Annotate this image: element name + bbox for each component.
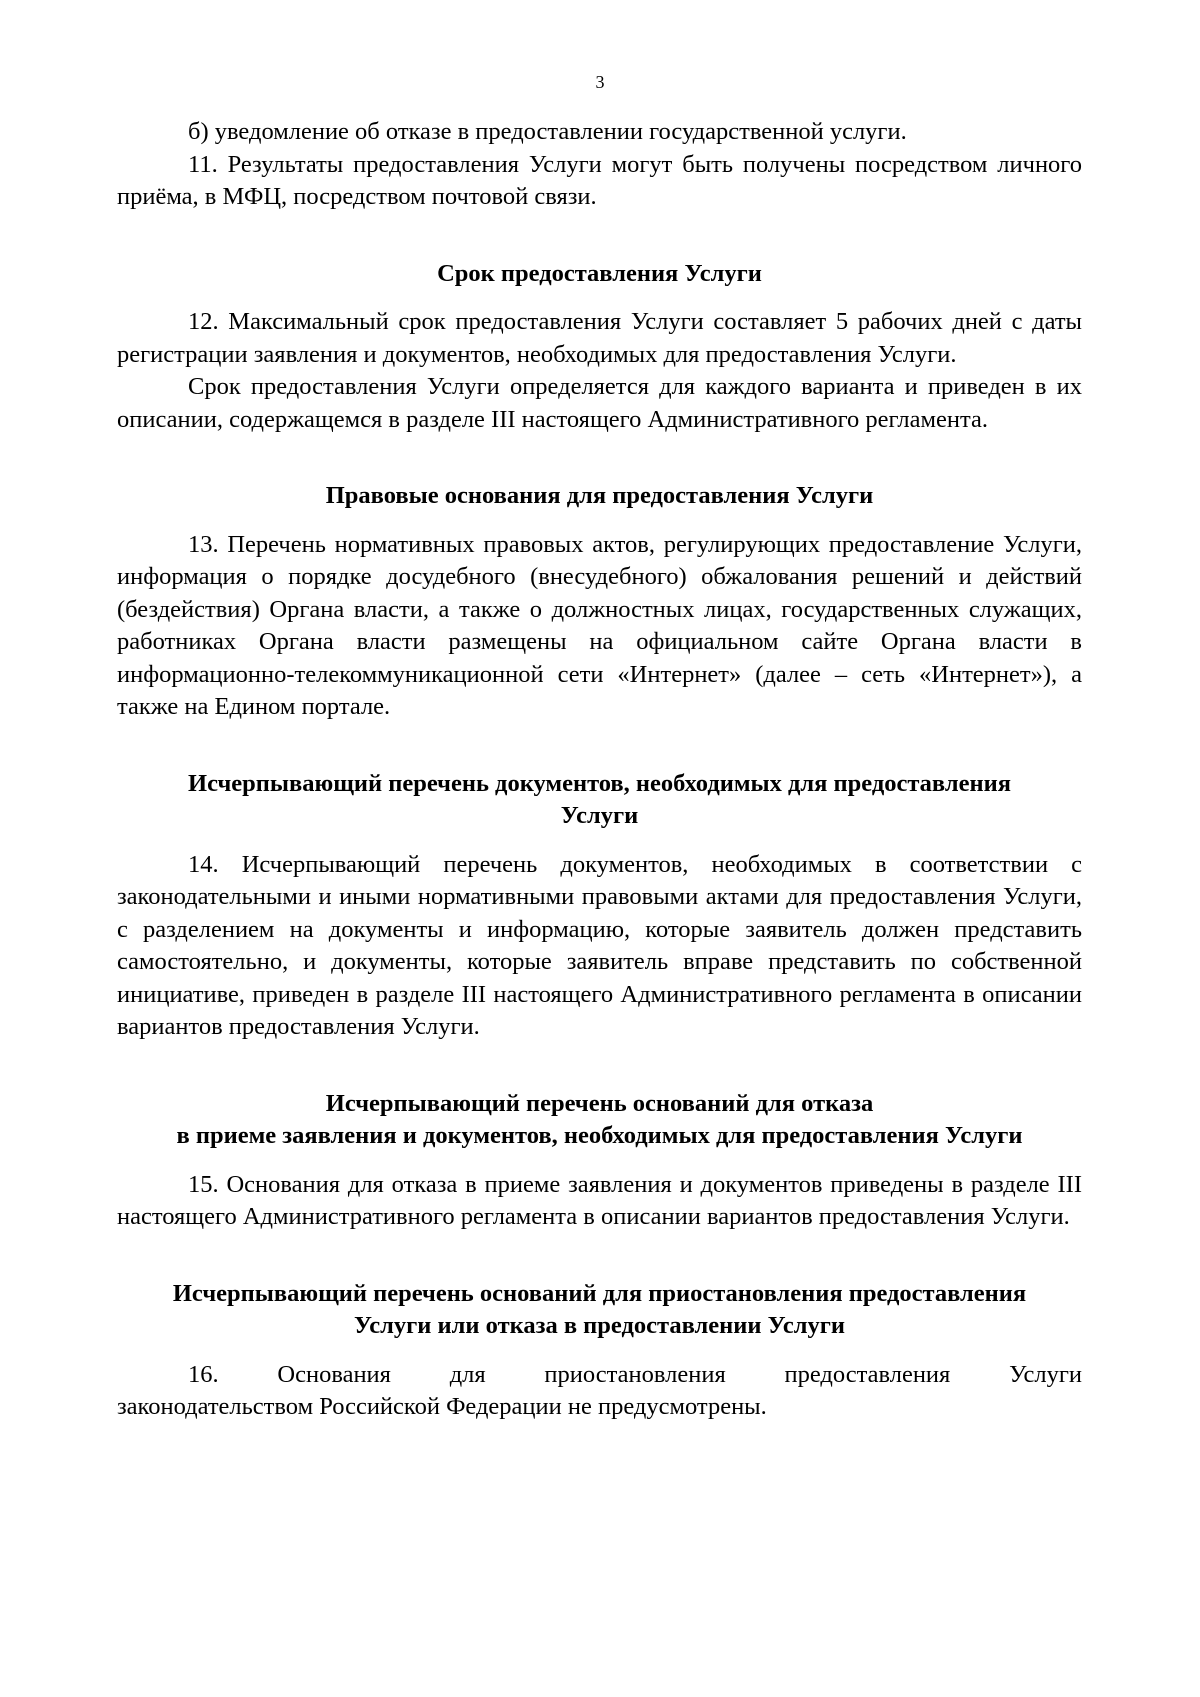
section-heading-term — [117, 258, 1082, 291]
paragraph-10b: б) уведомление об отказе в предоставлении государственной услуги. — [188, 118, 907, 145]
paragraph-14: 14. Исчерпывающий перечень документов, необходимых в соответствии с законодательными и иными нормативными правовыми актами для предоставления Услуги, с разделением на документы и информацию, которые заявитель должен представить самостоятельно, и документы, которые заявитель вправе представить по собственной инициативе, приведен в разделе III настоящего Административного регламента в описании вариантов предоставления Услуги. — [117, 850, 1082, 1040]
spacer — [117, 436, 1082, 480]
spacer — [117, 290, 1082, 306]
spacer — [117, 833, 1082, 849]
spacer — [117, 1044, 1082, 1088]
paragraph-16-rest: законодательством Российской Федерации не предусмотрены. — [117, 1393, 767, 1420]
spacer — [117, 513, 1082, 529]
heading-line: в приеме заявления и документов, необходимых для предоставления Услуги — [176, 1122, 1023, 1149]
heading-line: Услуги — [560, 802, 639, 829]
section-heading-legal-basis — [117, 480, 1082, 513]
paragraph-16-line1: 16. Основания для приостановления предоставления Услуги — [188, 1360, 1082, 1388]
heading-line: Исчерпывающий перечень оснований для отказа — [325, 1089, 874, 1117]
spacer — [117, 1343, 1082, 1359]
spacer — [117, 214, 1082, 258]
paragraph-15: 15. Основания для отказа в приеме заявления и документов приведены в разделе III настоящего Административного регламента в описании вариантов предоставления Услуги. — [117, 1170, 1082, 1230]
spacer — [117, 724, 1082, 768]
spacer — [117, 1234, 1082, 1278]
heading-line: Исчерпывающий перечень документов, необходимых для предоставления — [188, 769, 1011, 797]
heading-line: Исчерпывающий перечень оснований для приостановления предоставления — [172, 1279, 1027, 1307]
section-heading-refusal-grounds — [117, 1088, 1082, 1153]
section-heading-suspension-grounds — [117, 1278, 1082, 1343]
section-heading-documents-list — [117, 768, 1082, 833]
paragraph-12-term: Срок предоставления Услуги определяется для каждого варианта и приведен в их описании, содержащемся в разделе III настоящего Административного регламента. — [117, 373, 1082, 433]
paragraph-13: 13. Перечень нормативных правовых актов, регулирующих предоставление Услуги, информация о порядке досудебного (внесудебного) обжалования решений и действий (бездействия) Органа власти, а также о должностных лицах, государственных служащих, работниках Органа власти размещены на официальном сайте Органа власти в информационно-телекоммуникационной сети «Интернет» (далее – сеть «Интернет»), а также на Едином портале. — [117, 530, 1082, 720]
document-body — [117, 116, 1082, 1424]
spacer — [117, 1153, 1082, 1169]
page-number: 3 — [595, 72, 605, 92]
paragraph-12: 12. Максимальный срок предоставления Услуги составляет 5 рабочих дней с даты регистрации заявления и документов, необходимых для предоставления Услуги. — [117, 308, 1082, 368]
paragraph-11: 11. Результаты предоставления Услуги могут быть получены посредством личного приёма, в МФЦ, посредством почтовой связи. — [117, 150, 1082, 210]
heading-line: Срок предоставления Услуги — [437, 259, 762, 287]
heading-line: Правовые основания для предоставления Услуги — [325, 482, 874, 509]
heading-line: Услуги или отказа в предоставлении Услуги — [353, 1312, 846, 1339]
